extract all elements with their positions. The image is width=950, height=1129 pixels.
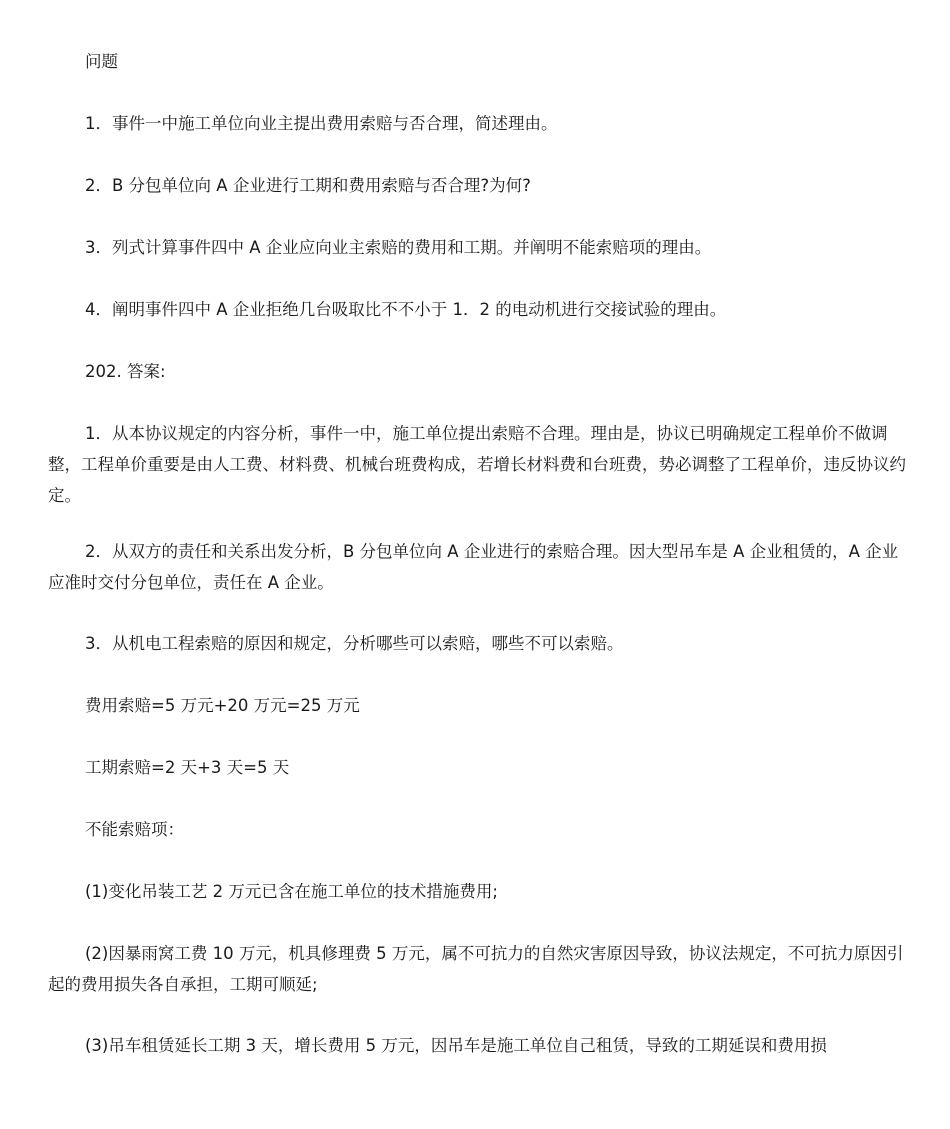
answer-2: 2．从双方的责任和关系出发分析，B 分包单位向 A 企业进行的索赔合理。因大型吊车是 A 企业租赁的，A 企业应准时交付分包单位，责任在 A 企业。 bbox=[48, 542, 899, 592]
heading-answers: 202. 答案: bbox=[85, 362, 166, 381]
answer-3: 3．从机电工程索赔的原因和规定，分析哪些可以索赔，哪些不可以索赔。 bbox=[85, 634, 624, 653]
question-4: 4．阐明事件四中 A 企业拒绝几台吸取比不不小于 1．2 的电动机进行交接试验的理由。 bbox=[85, 300, 727, 319]
non-claimable-item-1: (1)变化吊装工艺 2 万元已含在施工单位的技术措施费用; bbox=[85, 882, 498, 901]
cost-claim: 费用索赔=5 万元+20 万元=25 万元 bbox=[85, 696, 360, 715]
non-claimable-item-2: (2)因暴雨窝工费 10 万元，机具修理费 5 万元，属不可抗力的自然灾害原因导致，协议法规定，不可抗力原因引起的费用损失各自承担，工期可顺延; bbox=[48, 944, 904, 994]
answer-1: 1．从本协议规定的内容分析，事件一中，施工单位提出索赔不合理。理由是，协议已明确规定工程单价不做调整，工程单价重要是由人工费、材料费、机械台班费构成，若增长材料费和台班费，势必调整了工程单价，违反协议约定。 bbox=[48, 424, 906, 505]
question-2: 2．B 分包单位向 A 企业进行工期和费用索赔与否合理?为何? bbox=[85, 176, 531, 195]
schedule-claim: 工期索赔=2 天+3 天=5 天 bbox=[85, 758, 290, 777]
question-1: 1．事件一中施工单位向业主提出费用索赔与否合理，简述理由。 bbox=[85, 114, 558, 133]
non-claimable-heading: 不能索赔项： bbox=[85, 820, 184, 839]
heading-questions: 问题 bbox=[85, 52, 118, 71]
non-claimable-item-3: (3)吊车租赁延长工期 3 天，增长费用 5 万元，因吊车是施工单位自己租赁，导致的工期延误和费用损 bbox=[85, 1036, 827, 1055]
question-3: 3．列式计算事件四中 A 企业应向业主索赔的费用和工期。并阐明不能索赔项的理由。 bbox=[85, 238, 712, 257]
